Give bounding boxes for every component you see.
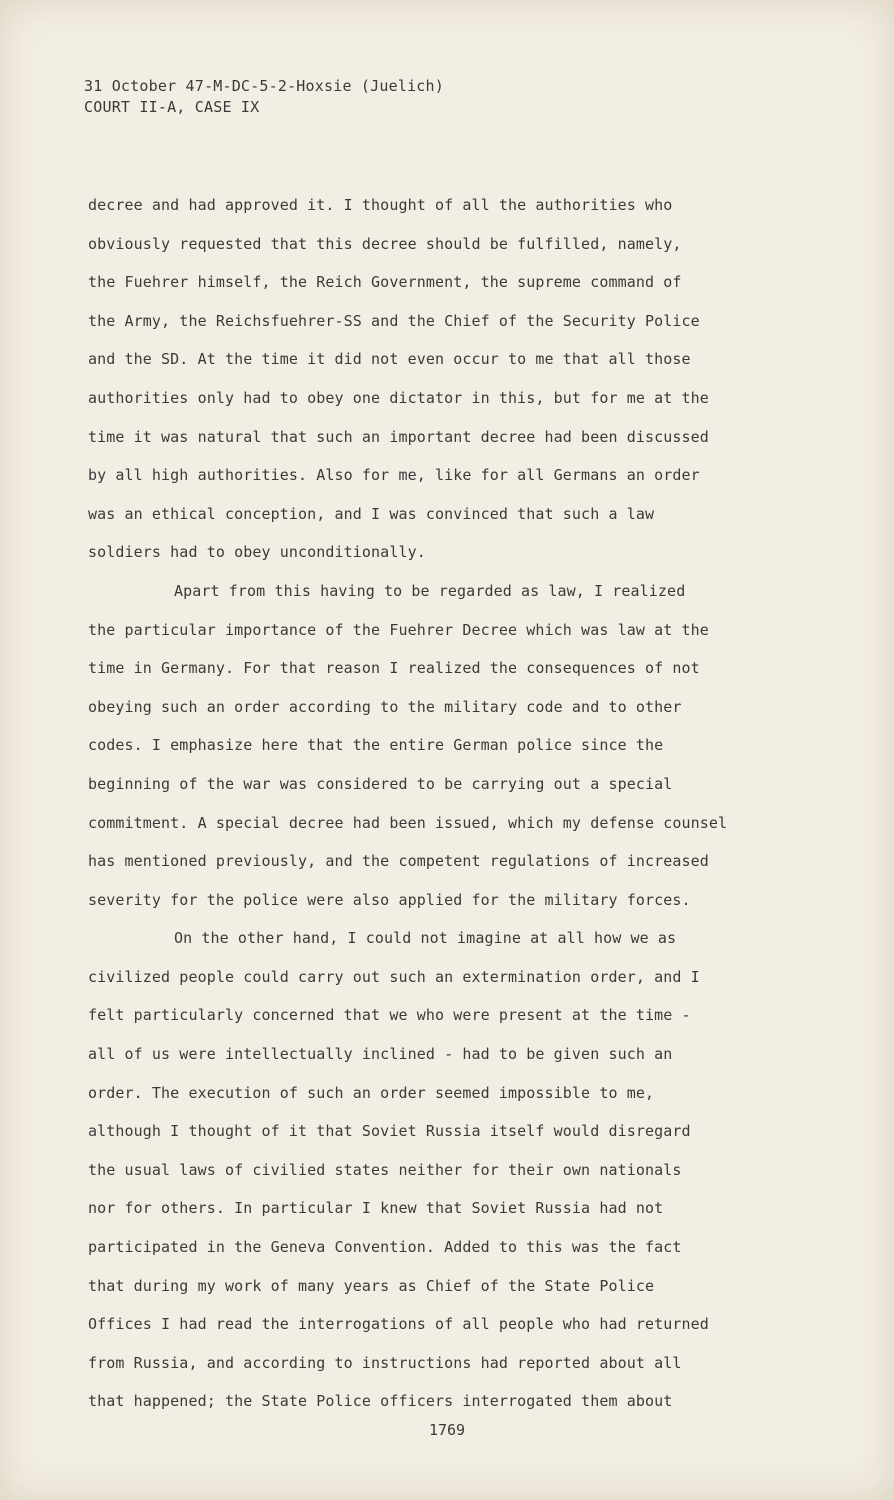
body-line: codes. I emphasize here that the entire German police since the xyxy=(88,736,664,755)
body-line: obeying such an order according to the military code and to other xyxy=(88,697,682,716)
body-line: the particular importance of the Fuehrer Decree which was law at the xyxy=(88,620,709,639)
body-line: from Russia, and according to instructions had reported about all xyxy=(88,1353,682,1372)
header-line-reference: 31 October 47-M-DC-5-2-Hoxsie (Juelich) xyxy=(84,77,444,95)
body-line: decree and had approved it. I thought of all the authorities who xyxy=(88,196,673,214)
body-line: felt particularly concerned that we who were present at the time - xyxy=(88,1006,691,1025)
body-line: authorities only had to obey one dictator in this, but for me at the xyxy=(88,388,709,407)
body-line: participated in the Geneva Convention. Added to this was the fact xyxy=(88,1238,682,1257)
body-line: obviously requested that this decree should be fulfilled, namely, xyxy=(88,234,682,253)
body-line: beginning of the war was considered to be carrying out a special xyxy=(88,774,673,793)
body-line: time it was natural that such an important decree had been discussed xyxy=(88,427,709,446)
header-line-court: COURT II-A, CASE IX xyxy=(84,98,260,116)
body-line: was an ethical conception, and I was convinced that such a law xyxy=(88,504,655,523)
document-header xyxy=(84,76,444,118)
body-line: time in Germany. For that reason I realized the consequences of not xyxy=(88,659,700,678)
body-line: civilized people could carry out such an extermination order, and I xyxy=(88,967,700,986)
body-line: has mentioned previously, and the competent regulations of increased xyxy=(88,852,709,871)
body-line: the usual laws of civilied states neither for their own nationals xyxy=(88,1160,682,1179)
body-line: commitment. A special decree had been issued, which my defense counsel xyxy=(88,813,728,832)
body-line: the Fuehrer himself, the Reich Government, the supreme command of xyxy=(88,273,682,292)
body-line: the Army, the Reichsfuehrer-SS and the Chief of the Security Police xyxy=(88,311,700,330)
body-line: and the SD. At the time it did not even occur to me that all those xyxy=(88,350,691,369)
body-line: although I thought of it that Soviet Russia itself would disregard xyxy=(88,1122,691,1141)
body-line: soldiers had to obey unconditionally. xyxy=(88,543,426,562)
body-line: severity for the police were also applied for the military forces. xyxy=(88,890,691,909)
body-line: all of us were intellectually inclined - had to be given such an xyxy=(88,1045,673,1064)
paragraph-start-line: On the other hand, I could not imagine at all how we as xyxy=(174,929,677,948)
body-line: that happened; the State Police officers interrogated them about xyxy=(88,1392,673,1411)
paragraph-start-line: Apart from this having to be regarded as law, I realized xyxy=(174,581,686,600)
document-body xyxy=(88,190,808,1425)
page-number: 1769 xyxy=(428,1421,466,1439)
body-line: nor for others. In particular I knew that Soviet Russia had not xyxy=(88,1199,664,1218)
body-line: by all high authorities. Also for me, like for all Germans an order xyxy=(88,466,700,485)
body-line: Offices I had read the interrogations of all people who had returned xyxy=(88,1315,709,1334)
body-line: that during my work of many years as Chief of the State Police xyxy=(88,1276,655,1295)
body-line: order. The execution of such an order seemed impossible to me, xyxy=(88,1083,655,1102)
